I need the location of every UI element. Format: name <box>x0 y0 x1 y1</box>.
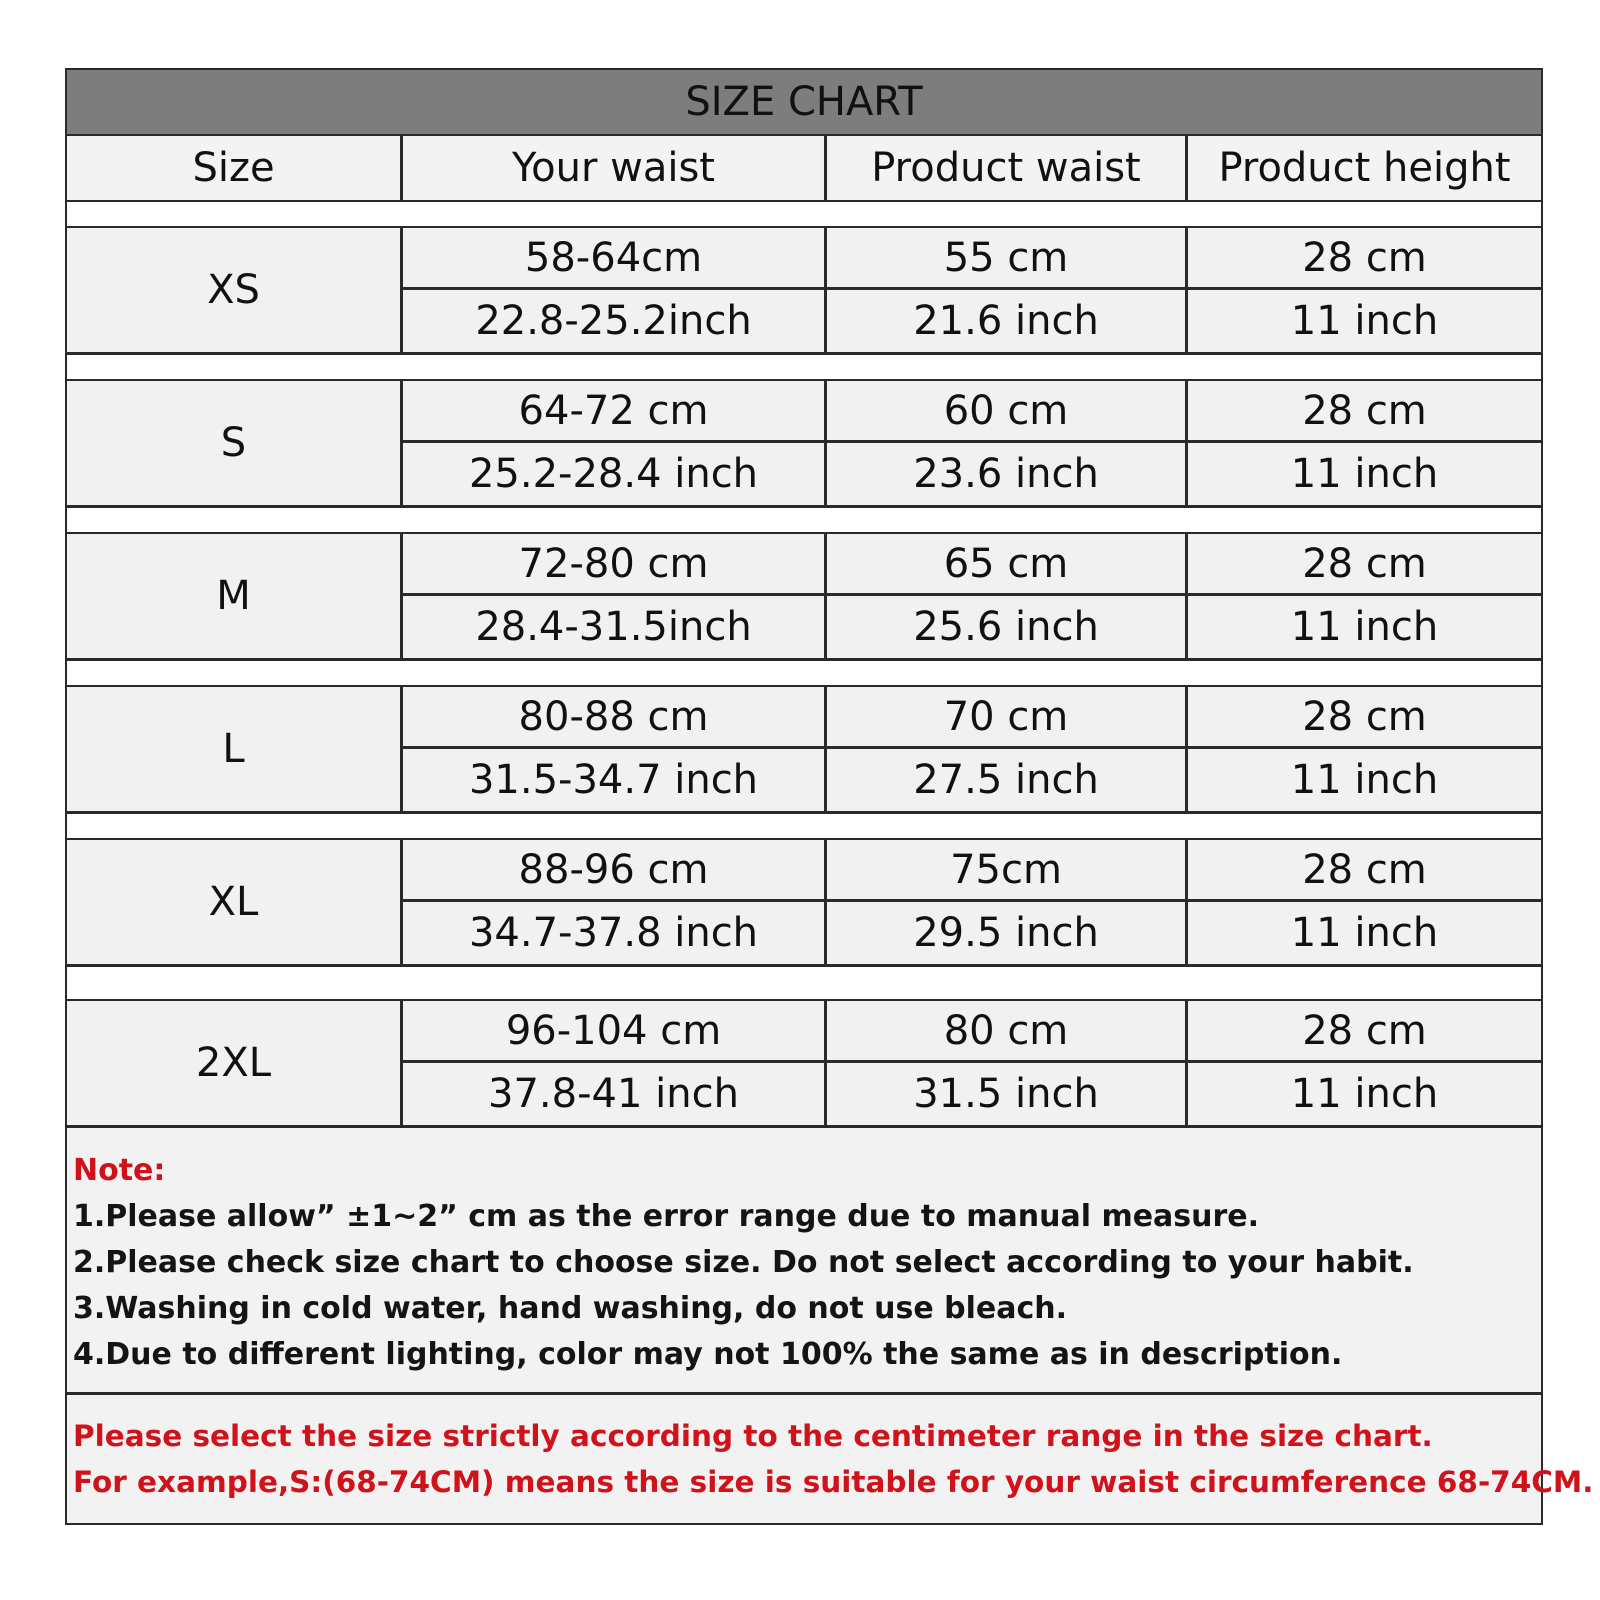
product-waist-cm: 65 cm <box>824 534 1185 596</box>
header-size: Size <box>192 145 275 191</box>
your-waist-inch: 37.8-41 inch <box>400 1063 824 1125</box>
size-label: L <box>222 726 245 772</box>
header-your-waist: Your waist <box>400 136 824 200</box>
header-product-waist: Product waist <box>824 136 1185 200</box>
product-height-cm: 28 cm <box>1185 840 1541 902</box>
your-waist-inch: 34.7-37.8 inch <box>400 902 824 964</box>
size-row-xl <box>67 840 1541 967</box>
product-waist-inch: 27.5 inch <box>824 749 1185 811</box>
size-row-2xl <box>67 1001 1541 1128</box>
note-item-1: 1.Please allow” ±1~2” cm as the error range due to manual measure. <box>73 1199 1260 1234</box>
notice-line-1: Please select the size strictly according to the centimeter range in the size chart. <box>73 1419 1433 1453</box>
product-height-inch: 11 inch <box>1185 596 1541 658</box>
your-waist-cm: 64-72 cm <box>400 381 824 443</box>
your-waist-cm: 58-64cm <box>400 228 824 290</box>
your-waist-cm: 80-88 cm <box>400 687 824 749</box>
product-waist-inch: 29.5 inch <box>824 902 1185 964</box>
chart-title: SIZE CHART <box>67 70 1541 136</box>
header-row <box>67 136 1541 202</box>
row-spacer <box>67 814 1541 840</box>
product-waist-cm: 70 cm <box>824 687 1185 749</box>
row-spacer <box>67 202 1541 228</box>
product-height-cm: 28 cm <box>1185 228 1541 290</box>
your-waist-inch: 22.8-25.2inch <box>400 290 824 352</box>
product-height-inch: 11 inch <box>1185 443 1541 505</box>
row-spacer <box>67 508 1541 534</box>
product-height-inch: 11 inch <box>1185 1063 1541 1125</box>
product-height-cm: 28 cm <box>1185 1001 1541 1063</box>
product-height-inch: 11 inch <box>1185 902 1541 964</box>
note-title: Note: <box>73 1153 166 1188</box>
product-height-inch: 11 inch <box>1185 290 1541 352</box>
product-waist-cm: 75cm <box>824 840 1185 902</box>
row-spacer <box>67 967 1541 1001</box>
row-spacer <box>67 355 1541 381</box>
size-label: 2XL <box>195 1040 272 1086</box>
your-waist-cm: 96-104 cm <box>400 1001 824 1063</box>
product-waist-inch: 21.6 inch <box>824 290 1185 352</box>
size-row-xs <box>67 228 1541 355</box>
product-waist-cm: 55 cm <box>824 228 1185 290</box>
note-item-3: 3.Washing in cold water, hand washing, do not use bleach. <box>73 1291 1068 1326</box>
size-label: M <box>216 573 251 619</box>
size-row-l <box>67 687 1541 814</box>
size-label: XL <box>208 879 259 925</box>
your-waist-inch: 25.2-28.4 inch <box>400 443 824 505</box>
your-waist-inch: 31.5-34.7 inch <box>400 749 824 811</box>
product-waist-inch: 31.5 inch <box>824 1063 1185 1125</box>
product-height-cm: 28 cm <box>1185 687 1541 749</box>
size-chart <box>65 68 1594 1525</box>
product-height-cm: 28 cm <box>1185 381 1541 443</box>
product-waist-inch: 25.6 inch <box>824 596 1185 658</box>
size-row-s <box>67 381 1541 508</box>
row-spacer <box>67 661 1541 687</box>
your-waist-cm: 72-80 cm <box>400 534 824 596</box>
note-item-4: 4.Due to different lighting, color may not 100% the same as in description. <box>73 1337 1343 1372</box>
notes-section <box>67 1128 1541 1395</box>
size-label: S <box>220 420 247 466</box>
product-height-inch: 11 inch <box>1185 749 1541 811</box>
your-waist-cm: 88-96 cm <box>400 840 824 902</box>
size-label: XS <box>207 267 260 313</box>
product-waist-cm: 80 cm <box>824 1001 1185 1063</box>
product-waist-cm: 60 cm <box>824 381 1185 443</box>
product-height-cm: 28 cm <box>1185 534 1541 596</box>
size-row-m <box>67 534 1541 661</box>
size-selection-notice <box>67 1395 1594 1523</box>
product-waist-inch: 23.6 inch <box>824 443 1185 505</box>
note-item-2: 2.Please check size chart to choose size. Do not select according to your habit. <box>73 1245 1414 1280</box>
notice-line-2: For example,S:(68-74CM) means the size is suitable for your waist circumference 68-74CM. <box>73 1465 1594 1499</box>
header-product-height: Product height <box>1185 136 1541 200</box>
your-waist-inch: 28.4-31.5inch <box>400 596 824 658</box>
